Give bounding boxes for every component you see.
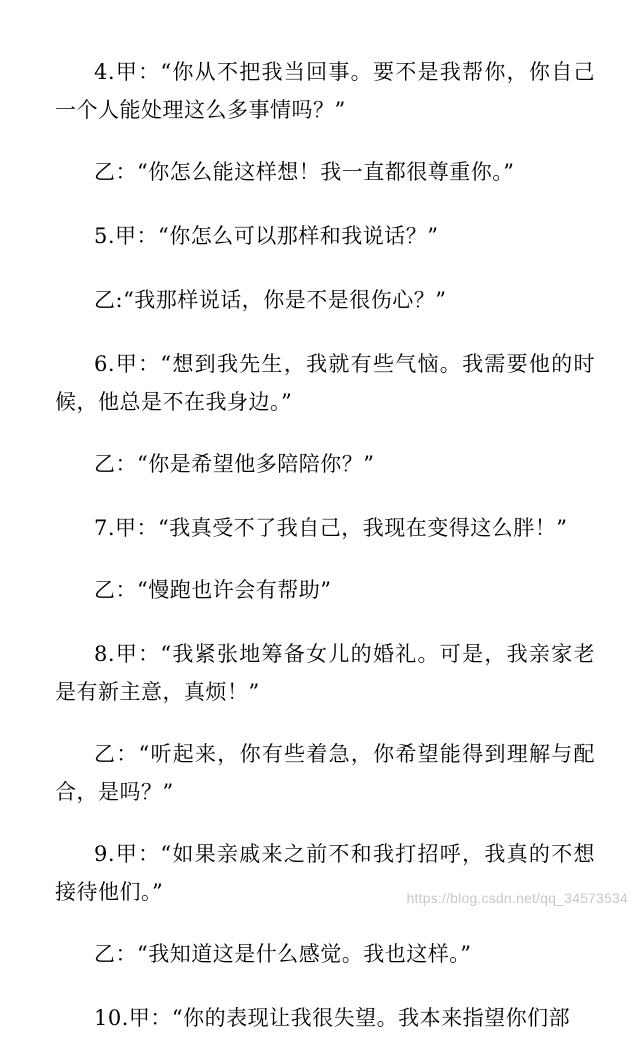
- paragraph-9-b: 乙：“我知道这是什么感觉。我也这样。”: [94, 942, 472, 966]
- paragraph-5-a: 5.甲：“你怎么可以那样和我说话？”: [94, 224, 439, 248]
- paragraph-10-a: 10.甲：“你的表现让我很失望。我本来指望你们部: [94, 1006, 571, 1030]
- paragraph-5-b: 乙:“我那样说话，你是不是很伤心？”: [94, 288, 447, 312]
- paragraph-8-a: 8.甲：“我紧张地筹备女儿的婚礼。可是，我亲家老是有新主意，真烦！”: [55, 642, 595, 704]
- paragraph-4-b: 乙：“你怎么能这样想！我一直都很尊重你。”: [94, 160, 515, 184]
- paragraph-9-a: 9.甲：“如果亲戚来之前不和我打招呼，我真的不想接待他们。”: [55, 842, 595, 904]
- paragraph-8-b: 乙：“听起来，你有些着急，你希望能得到理解与配合，是吗？”: [55, 742, 595, 804]
- paragraph-6-b: 乙：“你是希望他多陪陪你？”: [94, 452, 375, 476]
- paragraph-6-a: 6.甲：“想到我先生，我就有些气恼。我需要他的时候，他总是不在我身边。”: [55, 352, 595, 414]
- paragraph-4-a: 4.甲：“你从不把我当回事。要不是我帮你，你自己一个人能处理这么多事情吗？”: [55, 60, 595, 122]
- paragraph-7-a: 7.甲：“我真受不了我自己，我现在变得这么胖！”: [94, 516, 568, 540]
- watermark-url: https://blog.csdn.net/qq_34573534: [406, 890, 628, 906]
- paragraph-7-b: 乙：“慢跑也许会有帮助”: [94, 578, 332, 602]
